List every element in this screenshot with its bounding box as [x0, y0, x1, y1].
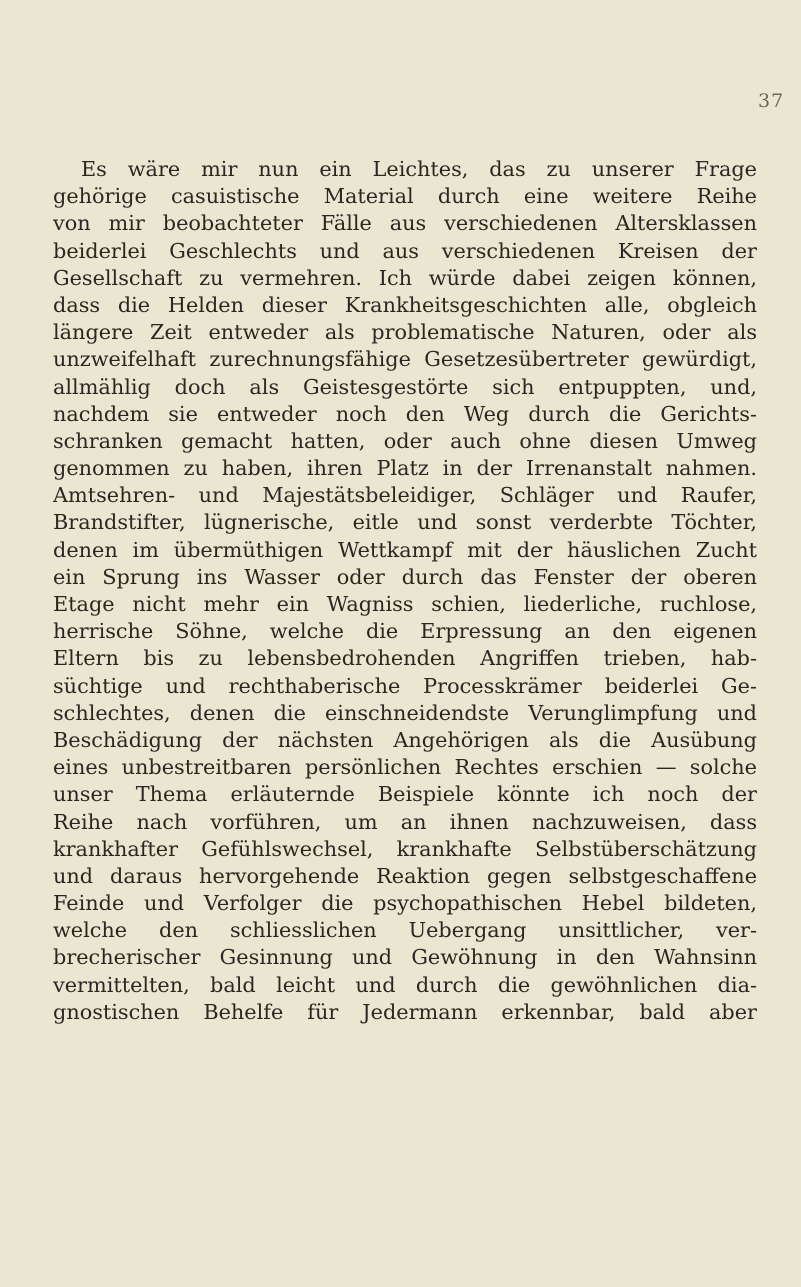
text-line: von mir beobachteter Fälle aus verschiedenen Altersklassen: [53, 211, 757, 236]
text-line: brecherischer Gesinnung und Gewöhnung in den Wahnsinn: [53, 945, 757, 970]
text-line: Etage nicht mehr ein Wagniss schien, liederliche, ruchlose,: [53, 592, 757, 616]
text-line: eines unbestreitbaren persönlichen Rechtes erschien — solche: [53, 755, 757, 780]
text-line: längere Zeit entweder als problematische Naturen, oder als: [53, 320, 757, 345]
text-line: vermittelten, bald leicht und durch die gewöhnlichen dia-: [53, 972, 757, 997]
text-line: und daraus hervorgehende Reaktion gegen selbstgeschaffene: [53, 863, 757, 888]
text-line: Amtsehren- und Majestätsbeleidiger, Schläger und Raufer,: [53, 483, 757, 508]
text-line: krankhafter Gefühlswechsel, krankhafte Selbstüberschätzung: [53, 836, 757, 861]
text-line: genommen zu haben, ihren Platz in der Irrenanstalt nahmen.: [53, 456, 757, 481]
text-line: denen im übermüthigen Wettkampf mit der häuslichen Zucht: [53, 537, 757, 562]
text-line: Beschädigung der nächsten Angehörigen als die Ausübung: [53, 727, 757, 752]
body-text: [53, 156, 757, 1026]
text-line: Es wäre mir nun ein Leichtes, das zu unserer Frage: [81, 157, 757, 181]
text-line: allmählig doch als Geistesgestörte sich entpuppten, und,: [53, 374, 757, 399]
text-line: Brandstifter, lügnerische, eitle und sonst verderbte Töchter,: [53, 510, 757, 535]
text-line: unser Thema erläuternde Beispiele könnte ich noch der: [53, 782, 757, 807]
text-line: gehörige casuistische Material durch eine weitere Reihe: [53, 184, 757, 209]
text-line: dass die Helden dieser Krankheitsgeschichten alle, obgleich: [53, 292, 757, 317]
text-line: Gesellschaft zu vermehren. Ich würde dabei zeigen können,: [53, 265, 757, 290]
text-line: gnostischen Behelfe für Jedermann erkennbar, bald aber: [53, 999, 757, 1024]
text-line: beiderlei Geschlechts und aus verschiedenen Kreisen der: [53, 238, 757, 263]
text-line: Reihe nach vorführen, um an ihnen nachzuweisen, dass: [53, 809, 757, 834]
text-line: schlechtes, denen die einschneidendste Verunglimpfung und: [53, 700, 757, 725]
text-line: Feinde und Verfolger die psychopathischen Hebel bildeten,: [53, 891, 757, 916]
text-line: schranken gemacht hatten, oder auch ohne diesen Umweg: [53, 428, 757, 453]
text-line: herrische Söhne, welche die Erpressung an den eigenen: [53, 619, 757, 644]
text-line: unzweifelhaft zurechnungsfähige Gesetzesübertreter gewürdigt,: [53, 347, 757, 372]
text-line: ein Sprung ins Wasser oder durch das Fenster der oberen: [53, 564, 757, 589]
text-line: süchtige und rechthaberische Processkrämer beiderlei Ge-: [53, 673, 757, 698]
page-number: 37: [758, 90, 785, 112]
text-line: nachdem sie entweder noch den Weg durch die Gerichts-: [53, 401, 757, 426]
text-line: welche den schliesslichen Uebergang unsittlicher, ver-: [53, 918, 757, 943]
text-line: Eltern bis zu lebensbedrohenden Angriffen trieben, hab-: [53, 646, 757, 671]
